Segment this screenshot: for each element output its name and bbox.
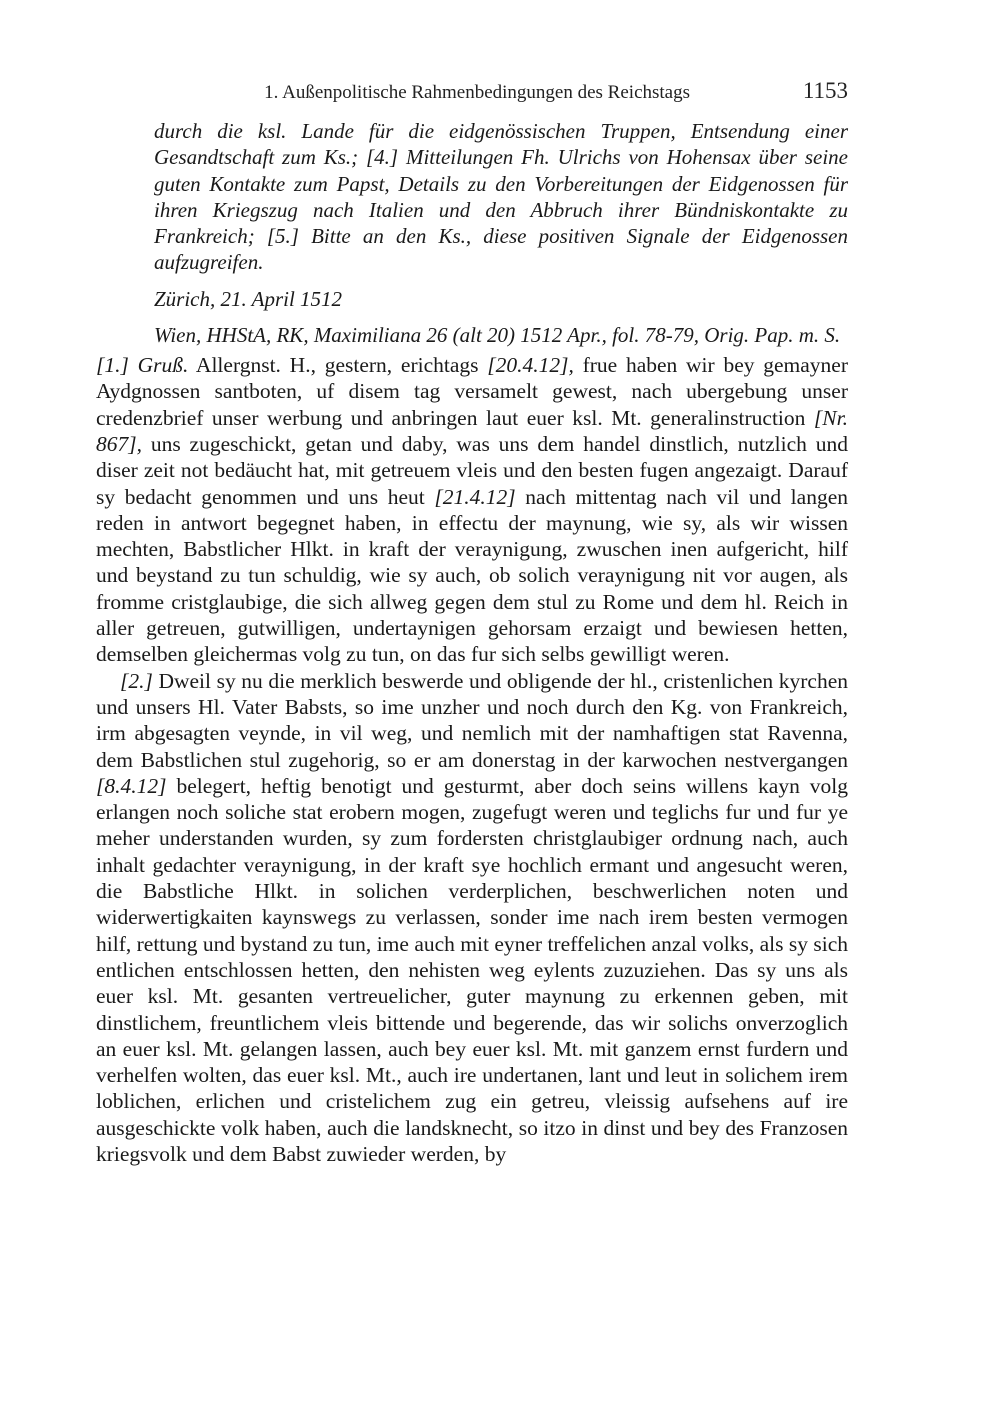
paragraph-marker: [2.] [120, 668, 153, 693]
running-header [96, 74, 848, 106]
paragraph-text: frue haben wir bey gemayner Aydgnossen santboten, uf disem tag versamelt gewest, nach ubergebung unser credenzbrief unser werbung und anbringen laut euer ksl. Mt. generalinstruction [96, 353, 848, 430]
paragraph-text: nach mittentag nach vil und langen reden in antwort begegnet haben, in effectu der maynung, wie sy, als wir wissen mechten, Babstlicher Hlkt. in kraft der veraynigung, zwuschen inen aufgericht, hilf und beystand zu tun schuldig, wie sy auch, ob solich veraynigung nit vor augen, als fromme cristglaubige, die sich allweg gegen dem stul zu Rome und dem hl. Reich in aller getreuen, gutwilligen, undertaynigen gehorsam erzaigt und bewiesen hetten, demselben gleichermas volg zu tun, on das fur sich selbs gewilligt weren. [96, 484, 848, 667]
paragraph-text: belegert, heftig benotigt und gesturmt, aber doch seins willens kayn volg erlangen noch soliche stat erobern mogen, zugefugt weren und teglichs fur und fur ye meher understanden wurden, sy zum fordersten christglaubiger ordnung nach, auch inhalt gedachter veraynigung, in der kraft sye hochlich ermant und angesucht weren, die Babstliche Hlkt. in solichen verderplichen, beschwerlichen noten und widerwertigkaiten kaynswegs zu verlassen, sonder ime nach irem besten vermogen hilf, rettung und bystand zu tun, ime auch mit eyner treffelichen anzal volks, als sy sich entlichen entschlossen hetten, den nehisten weg eylents zuzuziehen. Das sy uns als euer ksl. Mt. gesanten vertreuelicher, guter maynung zu erkennen geben, mit dinstlichem, freuntlichem vleis bittende und begerende, das wir solichs onverzoglich an euer ksl. Mt. gelangen lassen, auch bey euer ksl. Mt. mit ganzem ernst furdern und verhelfen wolten, das euer ksl. Mt., auch ire undertanen, lant und leut in solichem irem loblichen, erlichen und cristelichem zug ein getreu, vleissig aufsehens auf ire ausgeschickte volk haben, auch die landsknecht, so itzo in dinst und bey des Franzosen kriegsvolk und dem Babst zuwieder werden, by [96, 773, 848, 1166]
paragraph-text: uns zugeschickt, getan und daby, was uns dem handel dinstlich, nutzlich und diser zeit not bedäucht hat, mit getreuem vleis und den besten fugen angezaigt. Darauf sy bedacht genommen und uns heut [96, 431, 848, 509]
document-body [96, 352, 848, 1167]
document-page [96, 74, 848, 1167]
regest-block [154, 118, 848, 348]
paragraph-marker: [1.] Gruß. [96, 353, 189, 378]
date-annotation: [21.4.12] [434, 484, 516, 509]
page-number: 1153 [802, 78, 848, 103]
regest-source: Wien, HHStA, RK, Maximiliana 26 (alt 20) 1512 Apr., fol. 78-79, Orig. Pap. m. S. [154, 322, 841, 347]
regest-place-date: Zürich, 21. April 1512 [154, 286, 343, 311]
date-annotation: [20.4.12], [487, 353, 574, 378]
paragraph-2 [96, 668, 848, 1168]
paragraph-1 [96, 352, 848, 668]
paragraph-text: Dweil sy nu die merklich beswerde und obligende der hl., cristenlichen kyrchen und unsers Hl. Vater Babsts, so ime unzher und noch durch den Kg. von Frankreich, irm abgesagten veynde, in vil weg, und nemlich mit der namhaftigen stat Ravenna, dem Babstlichen stul zugehorig, so er am donerstag in der karwochen nestvergangen [96, 668, 848, 772]
running-title: 1. Außenpolitische Rahmenbedingungen des Reichstags [264, 82, 690, 103]
date-annotation: [8.4.12] [96, 773, 167, 798]
regest-summary: durch die ksl. Lande für die eidgenössischen Truppen, Entsendung einer Gesandtschaft zum Ks.; [4.] Mitteilungen Fh. Ulrichs von Hohensax über seine guten Kontakte zum Papst, Details zu den Vorbereitungen der Eidgenossen für ihren Kriegszug nach Italien und den Abbruch ihrer Bündniskontakte zu Frankreich; [5.] Bitte an den Ks., diese positiven Signale der Eidgenossen aufzugreifen. [154, 119, 848, 275]
paragraph-text: Allergnst. H., gestern, erichtags [188, 353, 488, 378]
reference-annotation: [Nr. 867], [96, 405, 848, 456]
